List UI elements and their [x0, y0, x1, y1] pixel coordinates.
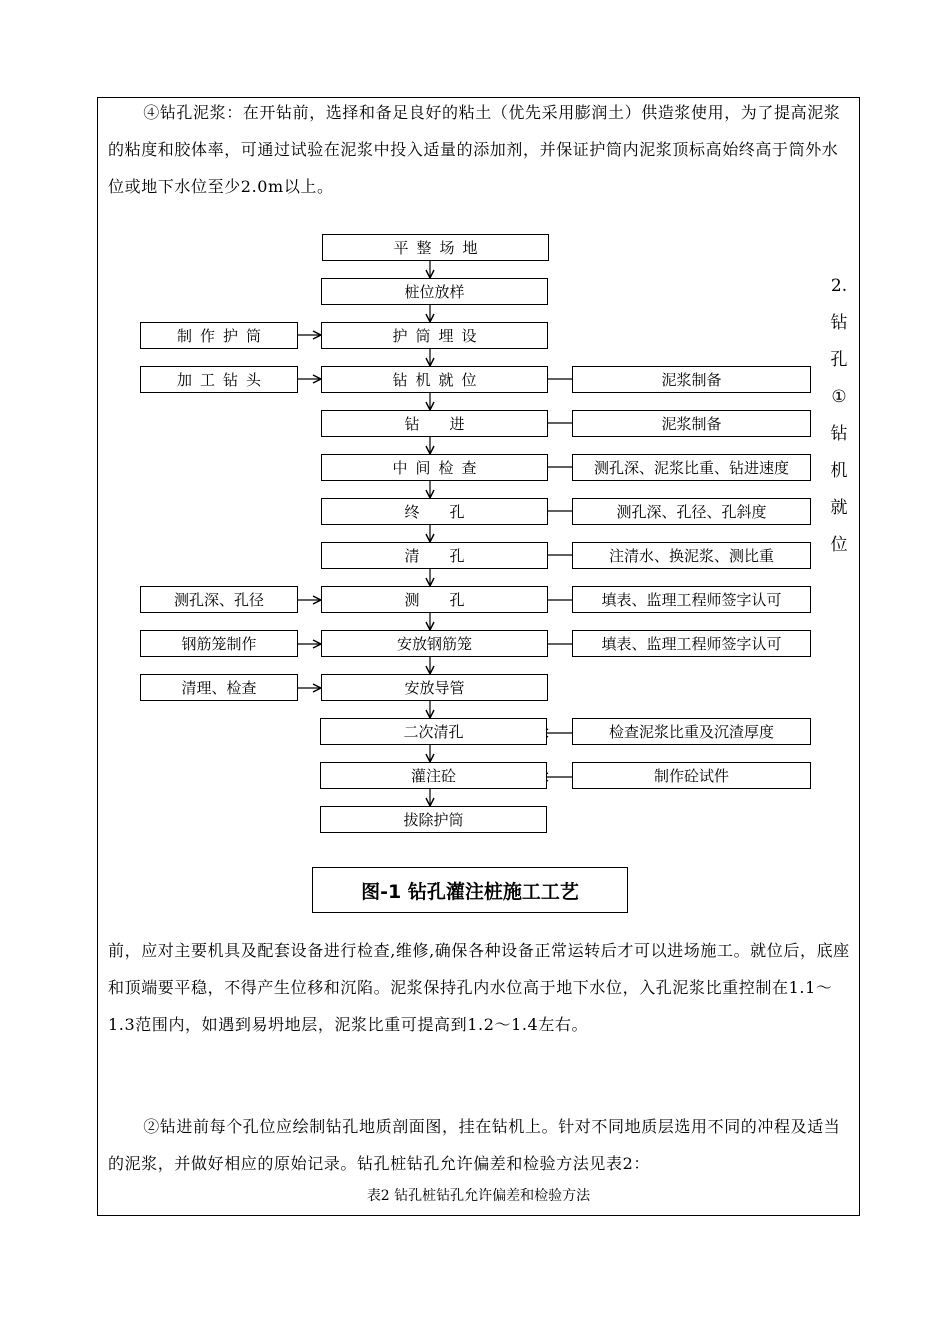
flow-input-measure-depth: 测孔深、孔径 — [140, 586, 298, 613]
flow-step-midway-check: 中间检查 — [321, 454, 548, 481]
flow-step-hole-measure: 测 孔 — [321, 586, 548, 613]
vertical-heading-char: 2. — [830, 276, 848, 296]
flow-input-concrete-specimen: 制作砼试件 — [572, 762, 811, 789]
flow-input-cage-fabrication: 钢筋笼制作 — [140, 630, 298, 657]
flow-step-final-hole: 终 孔 — [321, 498, 548, 525]
flow-step-remove-casing: 拔除护筒 — [320, 806, 547, 833]
flow-step-place-tremie: 安放导管 — [321, 674, 548, 701]
flow-input-depth-diameter-tilt: 测孔深、孔径、孔斜度 — [572, 498, 811, 525]
vertical-heading-char: 位 — [830, 535, 848, 555]
flow-input-supervisor-approval: 填表、监理工程师签字认可 — [572, 586, 811, 613]
flow-input-make-bit: 加工钻头 — [140, 366, 298, 393]
flow-step-pile-setout: 桩位放样 — [321, 278, 548, 305]
flow-input-clean-inspect: 清理、检查 — [140, 674, 298, 701]
vertical-heading-char: ① — [831, 387, 847, 407]
vertical-heading-char: 孔 — [830, 350, 848, 370]
flow-step-level-site: 平整场地 — [322, 234, 549, 261]
flow-input-check-sediment: 检查泥浆比重及沉渣厚度 — [572, 718, 811, 745]
vertical-heading-char: 机 — [830, 461, 848, 481]
flow-step-hole-cleaning: 清 孔 — [321, 542, 548, 569]
paragraph-drilling: ②钻进前每个孔位应绘制钻孔地质剖面图，挂在钻机上。针对不同地质层选用不同的冲程及适当的泥浆，并做好相应的原始记录。钻孔桩钻孔允许偏差和检验方法见表2： — [108, 1117, 841, 1173]
vertical-heading-char: 钻 — [830, 424, 848, 444]
flow-input-mud-prep: 泥浆制备 — [572, 366, 811, 393]
flow-step-pour-concrete: 灌注砼 — [320, 762, 547, 789]
flow-step-drilling: 钻 进 — [321, 410, 548, 437]
flow-input-water-mud-density: 注清水、换泥浆、测比重 — [572, 542, 811, 569]
flow-input-supervisor-approval: 填表、监理工程师签字认可 — [572, 630, 811, 657]
paragraph-mud: ④钻孔泥浆：在开钻前，选择和备足良好的粘土（优先采用膨润土）供造浆使用，为了提高泥浆的粘度和胶体率，可通过试验在泥浆中投入适量的添加剂，并保证护筒内泥浆顶标高始终高于筒外水位或地下水位至少2.0m以上。 — [108, 103, 841, 196]
flow-step-casing-burial: 护筒埋设 — [321, 322, 548, 349]
table-caption: 表2 钻孔桩钻孔允许偏差和检验方法 — [366, 1188, 591, 1204]
flow-input-depth-density-speed: 测孔深、泥浆比重、钻进速度 — [572, 454, 811, 481]
flow-step-place-cage: 安放钢筋笼 — [321, 630, 548, 657]
flow-input-make-casing: 制作护筒 — [140, 322, 298, 349]
vertical-heading-char: 就 — [830, 498, 848, 518]
paragraph-rig-positioning: 前，应对主要机具及配套设备进行检查,维修,确保各种设备正常运转后才可以进场施工。就位后，底座和顶端要平稳，不得产生位移和沉陷。泥浆保持孔内水位高于地下水位，入孔泥浆比重控制在1.1～1.3范围内，如遇到易坍地层，泥浆比重可提高到1.2～1.4左右。 — [108, 941, 850, 1034]
flow-input-mud-prep: 泥浆制备 — [572, 410, 811, 437]
vertical-heading-char: 钻 — [830, 313, 848, 333]
flow-step-second-cleaning: 二次清孔 — [320, 718, 547, 745]
figure-caption: 图-1 钻孔灌注桩施工工艺 — [312, 867, 628, 913]
flow-step-rig-positioning: 钻机就位 — [321, 366, 548, 393]
